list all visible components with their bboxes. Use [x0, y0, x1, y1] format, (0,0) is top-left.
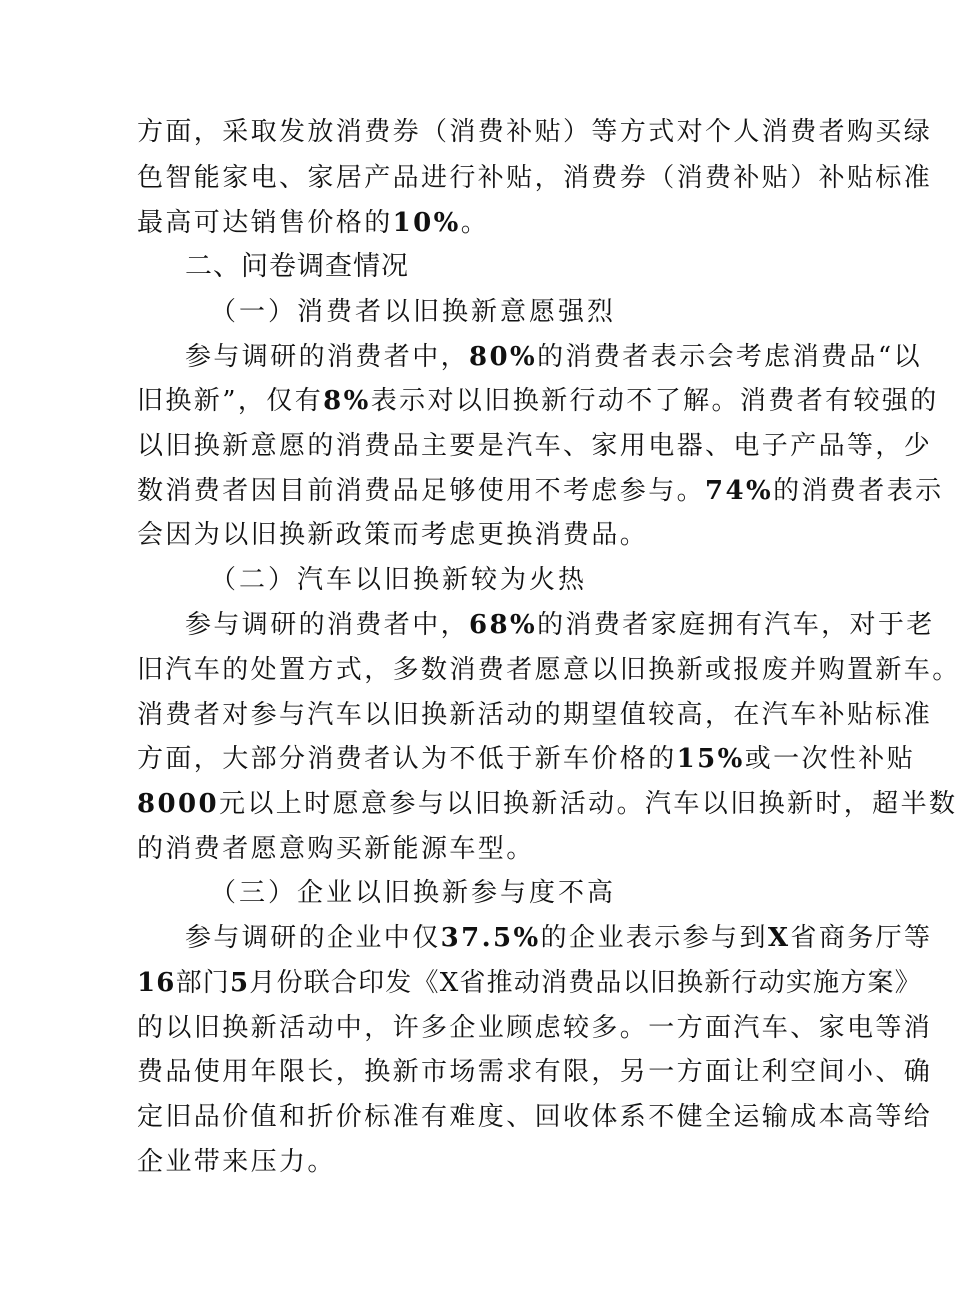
text-line: 16部门5月份联合印发《X省推动消费品以旧换新行动实施方案》 — [137, 968, 922, 998]
text-line: 参与调研的消费者中，80%的消费者表示会考虑消费品“以 — [185, 342, 923, 372]
text-line: 参与调研的企业中仅37.5%的企业表示参与到X省商务厅等 — [185, 923, 933, 953]
text-line: 企业带来压力。 — [137, 1147, 336, 1177]
text-line: 参与调研的消费者中，68%的消费者家庭拥有汽车，对于老 — [185, 610, 935, 640]
text-line: 最高可达销售价格的10%。 — [137, 208, 490, 238]
text-line: 8000元以上时愿意参与以旧换新活动。汽车以旧换新时，超半数 — [137, 789, 958, 819]
text-line: 的消费者愿意购买新能源车型。 — [137, 834, 535, 864]
text-line: 费品使用年限长，换新市场需求有限，另一方面让利空间小、确 — [137, 1057, 933, 1087]
text-line: 旧汽车的处置方式，多数消费者愿意以旧换新或报废并购置新车。 — [137, 655, 961, 685]
text-line: 以旧换新意愿的消费品主要是汽车、家用电器、电子产品等，少 — [137, 431, 933, 461]
subsection-heading: （一）消费者以旧换新意愿强烈 — [210, 297, 617, 327]
text-line: 消费者对参与汽车以旧换新活动的期望值较高，在汽车补贴标准 — [137, 700, 933, 730]
text-line: 定旧品价值和折价标准有难度、回收体系不健全运输成本高等给 — [137, 1102, 933, 1132]
text-line: 色智能家电、家居产品进行补贴，消费券（消费补贴）补贴标准 — [137, 163, 933, 193]
text-line: 旧换新”，仅有8%表示对以旧换新行动不了解。消费者有较强的 — [137, 386, 939, 416]
text-line: 数消费者因目前消费品足够使用不考虑参与。74%的消费者表示 — [137, 476, 944, 506]
subsection-heading: （三）企业以旧换新参与度不高 — [210, 878, 617, 908]
text-line: 的以旧换新活动中，许多企业顾虑较多。一方面汽车、家电等消 — [137, 1013, 933, 1043]
subsection-heading: （二）汽车以旧换新较为火热 — [210, 565, 588, 595]
text-line: 会因为以旧换新政策而考虑更换消费品。 — [137, 520, 649, 550]
text-line: 方面，采取发放消费券（消费补贴）等方式对个人消费者购买绿 — [137, 117, 933, 147]
text-line: 方面，大部分消费者认为不低于新车价格的15%或一次性补贴 — [137, 744, 916, 774]
section-heading: 二、问卷调查情况 — [185, 251, 409, 282]
